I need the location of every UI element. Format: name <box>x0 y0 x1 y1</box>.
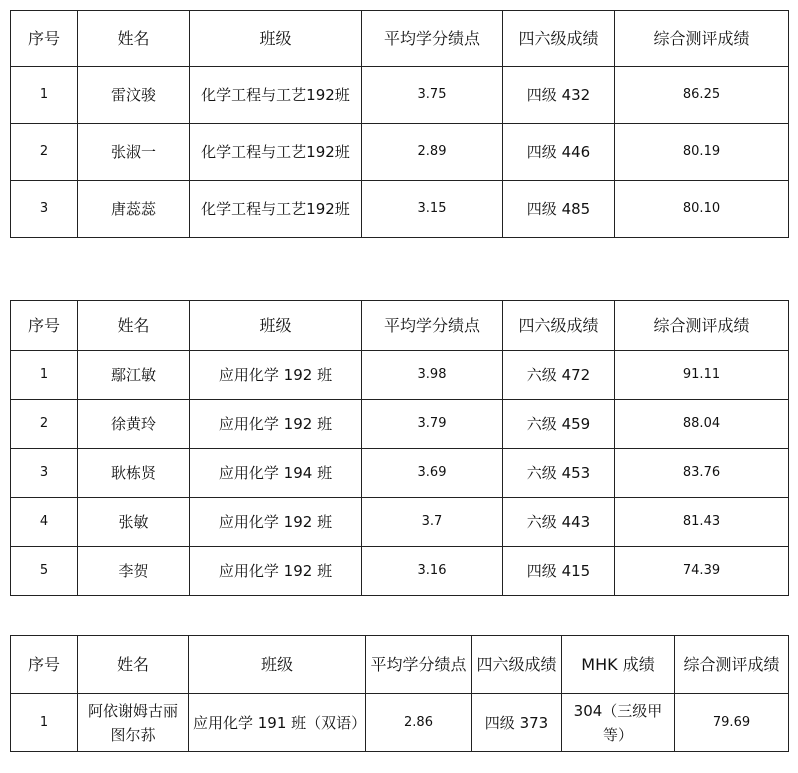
cell-name: 张敏 <box>78 498 190 547</box>
cell-cet: 六级 459 <box>503 400 615 449</box>
cell-class: 应用化学 192 班 <box>190 547 362 596</box>
cell-index: 1 <box>11 694 78 752</box>
cell-index: 5 <box>11 547 78 596</box>
cell-score: 80.10 <box>615 181 789 238</box>
cell-class: 化学工程与工艺192班 <box>190 181 362 238</box>
header-index: 序号 <box>11 636 78 694</box>
table-row <box>11 694 789 752</box>
header-score: 综合测评成绩 <box>615 11 789 67</box>
cell-cet: 六级 443 <box>503 498 615 547</box>
table-row <box>11 400 789 449</box>
cell-index: 2 <box>11 124 78 181</box>
table-header-row <box>11 11 789 67</box>
table-header-row <box>11 301 789 351</box>
cell-name: 雷汶骏 <box>78 67 190 124</box>
cell-cet: 四级 446 <box>503 124 615 181</box>
cell-mhk: 304（三级甲等） <box>562 694 675 752</box>
table-row <box>11 351 789 400</box>
scholarship-table-3 <box>10 635 789 752</box>
cell-index: 2 <box>11 400 78 449</box>
cell-index: 3 <box>11 181 78 238</box>
cell-score: 88.04 <box>615 400 789 449</box>
header-score: 综合测评成绩 <box>675 636 789 694</box>
table-row <box>11 181 789 238</box>
cell-name: 耿栋贤 <box>78 449 190 498</box>
cell-class: 应用化学 192 班 <box>190 498 362 547</box>
cell-index: 1 <box>11 351 78 400</box>
header-class: 班级 <box>189 636 366 694</box>
cell-score: 79.69 <box>675 694 789 752</box>
cell-index: 3 <box>11 449 78 498</box>
table-header-row <box>11 636 789 694</box>
cell-score: 74.39 <box>615 547 789 596</box>
cell-score: 91.11 <box>615 351 789 400</box>
table-row <box>11 498 789 547</box>
cell-class: 应用化学 192 班 <box>190 400 362 449</box>
cell-gpa: 3.15 <box>362 181 503 238</box>
table-row <box>11 547 789 596</box>
cell-gpa: 3.79 <box>362 400 503 449</box>
cell-name: 鄢江敏 <box>78 351 190 400</box>
scholarship-table-2 <box>10 300 789 596</box>
cell-gpa: 3.69 <box>362 449 503 498</box>
cell-name: 阿依谢姆古丽图尔荪 <box>78 694 189 752</box>
cell-class: 化学工程与工艺192班 <box>190 67 362 124</box>
cell-name: 张淑一 <box>78 124 190 181</box>
table-row <box>11 449 789 498</box>
cell-index: 4 <box>11 498 78 547</box>
header-cet: 四六级成绩 <box>472 636 562 694</box>
cell-name: 徐黄玲 <box>78 400 190 449</box>
cell-name: 李贺 <box>78 547 190 596</box>
cell-score: 80.19 <box>615 124 789 181</box>
cell-name: 唐蕊蕊 <box>78 181 190 238</box>
header-gpa: 平均学分绩点 <box>362 11 503 67</box>
header-cet: 四六级成绩 <box>503 301 615 351</box>
header-cet: 四六级成绩 <box>503 11 615 67</box>
cell-gpa: 2.89 <box>362 124 503 181</box>
table-row <box>11 124 789 181</box>
cell-score: 83.76 <box>615 449 789 498</box>
header-score: 综合测评成绩 <box>615 301 789 351</box>
header-name: 姓名 <box>78 11 190 67</box>
cell-cet: 四级 415 <box>503 547 615 596</box>
cell-cet: 六级 472 <box>503 351 615 400</box>
cell-cet: 四级 485 <box>503 181 615 238</box>
cell-score: 81.43 <box>615 498 789 547</box>
header-name: 姓名 <box>78 636 189 694</box>
header-mhk: MHK 成绩 <box>562 636 675 694</box>
cell-cet: 四级 373 <box>472 694 562 752</box>
cell-score: 86.25 <box>615 67 789 124</box>
cell-class: 化学工程与工艺192班 <box>190 124 362 181</box>
header-name: 姓名 <box>78 301 190 351</box>
scholarship-table-1 <box>10 10 789 238</box>
cell-cet: 六级 453 <box>503 449 615 498</box>
cell-gpa: 3.75 <box>362 67 503 124</box>
cell-class: 应用化学 194 班 <box>190 449 362 498</box>
table-row <box>11 67 789 124</box>
cell-class: 应用化学 191 班（双语） <box>189 694 366 752</box>
header-class: 班级 <box>190 11 362 67</box>
header-gpa: 平均学分绩点 <box>366 636 472 694</box>
header-gpa: 平均学分绩点 <box>362 301 503 351</box>
header-index: 序号 <box>11 301 78 351</box>
cell-cet: 四级 432 <box>503 67 615 124</box>
cell-index: 1 <box>11 67 78 124</box>
header-class: 班级 <box>190 301 362 351</box>
header-index: 序号 <box>11 11 78 67</box>
cell-gpa: 3.16 <box>362 547 503 596</box>
cell-gpa: 3.7 <box>362 498 503 547</box>
cell-gpa: 2.86 <box>366 694 472 752</box>
cell-gpa: 3.98 <box>362 351 503 400</box>
cell-class: 应用化学 192 班 <box>190 351 362 400</box>
